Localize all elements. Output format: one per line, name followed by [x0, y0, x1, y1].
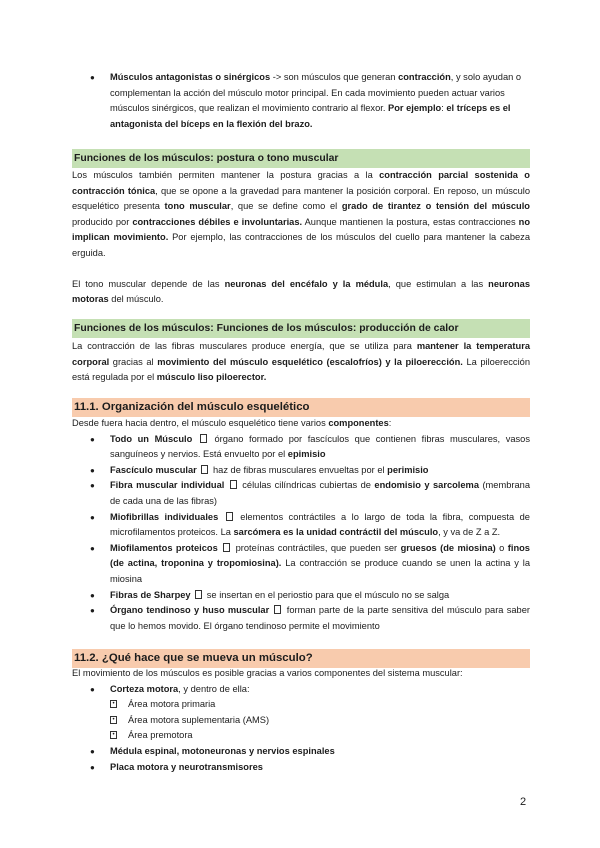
section-heading-calor: Funciones de los músculos: Funciones de los músculos: producción de calor	[72, 319, 530, 338]
paragraph: La contracción de las fibras musculares produce energía, que se utiliza para mantener la temperatura corporal gracias al movimiento del músculo esquelético (escalofríos) y la piloerección. La piloerección está regulada por el músculo liso piloerector.	[72, 341, 530, 383]
missing-glyph-icon	[195, 590, 202, 599]
paragraph: El tono muscular depende de las neuronas del encéfalo y la médula, que estimulan a las neuronas motoras del músculo.	[72, 278, 530, 305]
paragraph: Los músculos también permiten mantener la postura gracias a la contracción parcial sostenida o contracción tónica, que se opone a la gravedad para mantener la posición corporal. En reposo, un músculo esquelético presenta tono muscular, que se define como el grado de tirantez o tensión del músculo producido por contracciones débiles e involuntarias. Aunque mantienen la postura, estas contracciones no implican movimiento. Por ejemplo, las contracciones de los músculos del cuello para mantener la cabeza erguida.	[72, 170, 530, 258]
section-heading-organizacion: 11.1. Organización del músculo esquelético	[72, 398, 530, 417]
top-bullet-list	[72, 70, 530, 132]
sub-list-item: • Área motora suplementaria (AMS)	[72, 713, 530, 729]
missing-glyph-icon	[226, 512, 233, 521]
checkbox-glyph-icon: •	[110, 700, 117, 708]
list-item: ● Placa motora y neurotransmisores	[72, 760, 530, 776]
checkbox-glyph-icon: •	[110, 716, 117, 724]
list-item: ● Músculos antagonistas o sinérgicos -> son músculos que generan contracción, y solo ayudan o complementan la acción del músculo motor principal. En cada movimiento pueden actuar varios músculos sinérgicos, que realizan el movimiento contrario al flexor. Por ejemplo: el tríceps es el antagonista del bíceps en la flexión del brazo.	[72, 70, 530, 132]
list-item: ● Fibra muscular individual células cilíndricas cubiertas de endomisio y sarcolema (membrana de cada una de las fibras)	[72, 478, 530, 509]
components-list	[72, 432, 530, 635]
list-item: ● Todo un Músculo órgano formado por fascículos que contienen fibras musculares, vasos sanguíneos y nervios. Está envuelto por el epimisio	[72, 432, 530, 463]
section-body-calor	[72, 339, 530, 386]
system-components-list	[72, 682, 530, 776]
section-heading-movimiento: 11.2. ¿Qué hace que se mueva un músculo?	[72, 649, 530, 668]
paragraph: Desde fuera hacia dentro, el músculo esquelético tiene varios componentes:	[72, 418, 392, 428]
page-number: 2	[520, 796, 527, 808]
list-item: ● Médula espinal, motoneuronas y nervios espinales	[72, 744, 530, 760]
missing-glyph-icon	[274, 605, 281, 614]
section-body-postura	[72, 168, 530, 308]
list-item: ● Órgano tendinoso y huso muscular forman parte de la parte sensitiva del músculo para saber que lo hemos movido. El órgano tendinoso permite el movimiento	[72, 603, 530, 634]
bold-text: Músculos antagonistas o sinérgicos	[110, 72, 271, 82]
missing-glyph-icon	[201, 465, 208, 474]
sub-list-item: • Área premotora	[72, 728, 530, 744]
missing-glyph-icon	[200, 434, 207, 443]
paragraph: El movimiento de los músculos es posible gracias a varios componentes del sistema muscular:	[72, 668, 463, 678]
missing-glyph-icon	[230, 480, 237, 489]
list-item: ● Fibras de Sharpey se insertan en el periostio para que el músculo no se salga	[72, 588, 530, 604]
list-item: ● Miofibrillas individuales elementos contráctiles a lo largo de toda la fibra, compuesta de microfilamentos proteicos. La sarcómera es la unidad contráctil del músculo, y va de Z a Z.	[72, 510, 530, 541]
section-body-movimiento	[72, 666, 530, 775]
list-item: ● Fascículo muscular haz de fibras musculares envueltas por el perimisio	[72, 463, 530, 479]
section-body-organizacion	[72, 416, 530, 634]
sub-list-item: • Área motora primaria	[72, 697, 530, 713]
list-item: ● Corteza motora, y dentro de ella:	[72, 682, 530, 698]
section-heading-postura: Funciones de los músculos: postura o tono muscular	[72, 149, 530, 168]
missing-glyph-icon	[223, 543, 230, 552]
checkbox-glyph-icon: •	[110, 731, 117, 739]
list-item: ● Miofilamentos proteicos proteínas contráctiles, que pueden ser gruesos (de miosina) o finos (de actina, troponina y tropomiosina). La contracción se produce cuando se unen la actina y la miosina	[72, 541, 530, 588]
